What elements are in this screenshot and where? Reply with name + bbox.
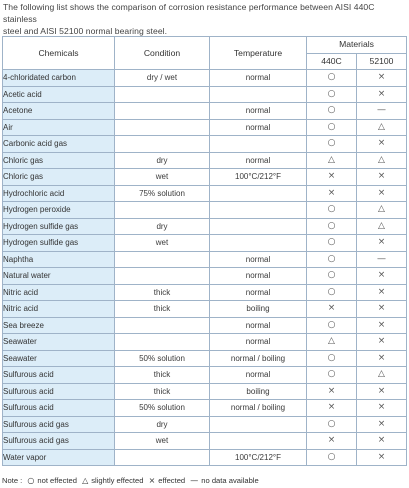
cell-440c: ○ xyxy=(307,202,357,219)
intro-text xyxy=(3,1,407,37)
table-row xyxy=(3,416,407,433)
cell-condition: dry xyxy=(115,152,210,169)
cell-52100: × xyxy=(357,235,407,252)
legend-note xyxy=(2,476,262,486)
cell-condition: thick xyxy=(115,301,210,318)
cell-temperature: normal xyxy=(210,251,307,268)
cell-temperature xyxy=(210,218,307,235)
cell-temperature: normal xyxy=(210,367,307,384)
table-row xyxy=(3,119,407,136)
cell-52100: △ xyxy=(357,202,407,219)
table-row xyxy=(3,152,407,169)
cell-condition xyxy=(115,317,210,334)
cross-icon: × xyxy=(148,476,156,485)
cell-chemical: Seawater xyxy=(3,334,115,351)
table-row xyxy=(3,70,407,87)
table-row xyxy=(3,284,407,301)
cell-chemical: Nitric acid xyxy=(3,301,115,318)
cell-440c: × xyxy=(307,383,357,400)
cell-chemical: Chloric gas xyxy=(3,169,115,186)
cell-52100: △ xyxy=(357,218,407,235)
cell-chemical: Acetone xyxy=(3,103,115,120)
cell-temperature xyxy=(210,433,307,450)
cell-chemical: Air xyxy=(3,119,115,136)
table-body xyxy=(3,70,407,466)
cell-condition xyxy=(115,334,210,351)
cell-52100: × xyxy=(357,383,407,400)
cell-chemical: Hydrochloric acid xyxy=(3,185,115,202)
cell-chemical: Sulfurous acid xyxy=(3,400,115,417)
cell-condition xyxy=(115,86,210,103)
cell-52100: × xyxy=(357,400,407,417)
cell-52100: × xyxy=(357,416,407,433)
table-row xyxy=(3,367,407,384)
cell-condition: dry xyxy=(115,218,210,235)
dash-icon: — xyxy=(190,476,199,485)
cell-temperature: normal xyxy=(210,317,307,334)
table-row xyxy=(3,301,407,318)
header-52100: 52100 xyxy=(357,53,407,70)
corrosion-table xyxy=(2,36,407,466)
cell-440c: ○ xyxy=(307,268,357,285)
cell-440c: ○ xyxy=(307,86,357,103)
header-materials: Materials xyxy=(307,37,407,54)
cell-chemical: 4-chloridated carbon xyxy=(3,70,115,87)
cell-condition: 75% solution xyxy=(115,185,210,202)
cell-chemical: Natural water xyxy=(3,268,115,285)
note-no-data: no data available xyxy=(201,476,259,485)
cell-temperature xyxy=(210,202,307,219)
cell-chemical: Sulfurous acid gas xyxy=(3,416,115,433)
cell-condition: wet xyxy=(115,169,210,186)
table-row xyxy=(3,251,407,268)
cell-temperature: normal xyxy=(210,70,307,87)
cell-condition: thick xyxy=(115,367,210,384)
cell-chemical: Hydrogen peroxide xyxy=(3,202,115,219)
cell-temperature: 100°C/212°F xyxy=(210,449,307,466)
note-effected: effected xyxy=(158,476,186,485)
cell-52100: × xyxy=(357,268,407,285)
cell-temperature: normal xyxy=(210,284,307,301)
cell-440c: ○ xyxy=(307,317,357,334)
cell-condition xyxy=(115,136,210,153)
cell-440c: △ xyxy=(307,152,357,169)
cell-440c: ○ xyxy=(307,367,357,384)
cell-temperature: normal xyxy=(210,334,307,351)
cell-440c: × xyxy=(307,169,357,186)
cell-52100: × xyxy=(357,284,407,301)
cell-440c: ○ xyxy=(307,416,357,433)
cell-temperature: boiling xyxy=(210,301,307,318)
table-row xyxy=(3,218,407,235)
table-row xyxy=(3,433,407,450)
cell-temperature: normal xyxy=(210,268,307,285)
table-row xyxy=(3,169,407,186)
table-row xyxy=(3,103,407,120)
cell-temperature: 100°C/212°F xyxy=(210,169,307,186)
cell-chemical: Sulfurous acid xyxy=(3,367,115,384)
table-row xyxy=(3,185,407,202)
cell-condition: wet xyxy=(115,235,210,252)
table-row xyxy=(3,317,407,334)
triangle-icon: △ xyxy=(82,476,89,485)
table-row xyxy=(3,383,407,400)
cell-condition: thick xyxy=(115,284,210,301)
cell-440c: ○ xyxy=(307,449,357,466)
cell-440c: ○ xyxy=(307,218,357,235)
cell-condition xyxy=(115,251,210,268)
cell-440c: × xyxy=(307,301,357,318)
cell-chemical: Sulfurous acid gas xyxy=(3,433,115,450)
cell-chemical: Water vapor xyxy=(3,449,115,466)
cell-52100: × xyxy=(357,301,407,318)
cell-condition: dry / wet xyxy=(115,70,210,87)
note-label: Note : xyxy=(2,476,23,485)
cell-condition: 50% solution xyxy=(115,350,210,367)
cell-52100: × xyxy=(357,185,407,202)
cell-condition xyxy=(115,449,210,466)
cell-440c: × xyxy=(307,400,357,417)
cell-440c: × xyxy=(307,185,357,202)
cell-condition: thick xyxy=(115,383,210,400)
cell-condition: 50% solution xyxy=(115,400,210,417)
intro-line-1: The following list shows the comparison of corrosion resistance performance between AISI 440C stainless xyxy=(3,2,375,24)
cell-52100: × xyxy=(357,70,407,87)
cell-52100: △ xyxy=(357,367,407,384)
cell-52100: × xyxy=(357,449,407,466)
cell-440c: ○ xyxy=(307,284,357,301)
table-row xyxy=(3,449,407,466)
cell-chemical: Acetic acid xyxy=(3,86,115,103)
cell-52100: — xyxy=(357,103,407,120)
cell-52100: × xyxy=(357,317,407,334)
cell-temperature: normal xyxy=(210,103,307,120)
cell-condition: wet xyxy=(115,433,210,450)
table-row xyxy=(3,400,407,417)
cell-52100: × xyxy=(357,334,407,351)
cell-temperature xyxy=(210,136,307,153)
header-chemicals: Chemicals xyxy=(3,37,115,70)
cell-52100: × xyxy=(357,136,407,153)
cell-52100: × xyxy=(357,86,407,103)
table-row xyxy=(3,268,407,285)
cell-chemical: Hydrogen sulfide gas xyxy=(3,235,115,252)
cell-440c: ○ xyxy=(307,350,357,367)
table-row xyxy=(3,136,407,153)
cell-condition xyxy=(115,268,210,285)
cell-440c: ○ xyxy=(307,235,357,252)
cell-440c: ○ xyxy=(307,136,357,153)
cell-temperature: normal xyxy=(210,152,307,169)
cell-52100: — xyxy=(357,251,407,268)
cell-temperature: normal / boiling xyxy=(210,350,307,367)
cell-chemical: Seawater xyxy=(3,350,115,367)
cell-temperature xyxy=(210,185,307,202)
cell-chemical: Sea breeze xyxy=(3,317,115,334)
cell-chemical: Hydrogen sulfide gas xyxy=(3,218,115,235)
cell-temperature xyxy=(210,235,307,252)
cell-52100: × xyxy=(357,350,407,367)
cell-chemical: Naphtha xyxy=(3,251,115,268)
cell-condition xyxy=(115,103,210,120)
cell-440c: ○ xyxy=(307,119,357,136)
note-slightly-effected: slightly effected xyxy=(91,476,144,485)
cell-440c: ○ xyxy=(307,251,357,268)
cell-440c: × xyxy=(307,433,357,450)
cell-chemical: Nitric acid xyxy=(3,284,115,301)
cell-440c: △ xyxy=(307,334,357,351)
cell-52100: △ xyxy=(357,152,407,169)
cell-condition xyxy=(115,119,210,136)
header-condition: Condition xyxy=(115,37,210,70)
cell-temperature: normal / boiling xyxy=(210,400,307,417)
table-row xyxy=(3,235,407,252)
cell-chemical: Carbonic acid gas xyxy=(3,136,115,153)
table-row xyxy=(3,334,407,351)
cell-440c: ○ xyxy=(307,70,357,87)
note-not-effected: not effected xyxy=(37,476,77,485)
circle-icon: ○ xyxy=(27,476,35,485)
cell-temperature: normal xyxy=(210,119,307,136)
cell-52100: × xyxy=(357,169,407,186)
header-temperature: Temperature xyxy=(210,37,307,70)
cell-52100: △ xyxy=(357,119,407,136)
cell-chemical: Sulfurous acid xyxy=(3,383,115,400)
table-row xyxy=(3,86,407,103)
cell-temperature: boiling xyxy=(210,383,307,400)
cell-condition: dry xyxy=(115,416,210,433)
cell-temperature xyxy=(210,416,307,433)
cell-temperature xyxy=(210,86,307,103)
cell-condition xyxy=(115,202,210,219)
cell-chemical: Chloric gas xyxy=(3,152,115,169)
table-row xyxy=(3,350,407,367)
intro-line-2: steel and AISI 52100 normal bearing steel. xyxy=(3,26,168,36)
table-row xyxy=(3,202,407,219)
cell-440c: ○ xyxy=(307,103,357,120)
cell-52100: × xyxy=(357,433,407,450)
header-440c: 440C xyxy=(307,53,357,70)
